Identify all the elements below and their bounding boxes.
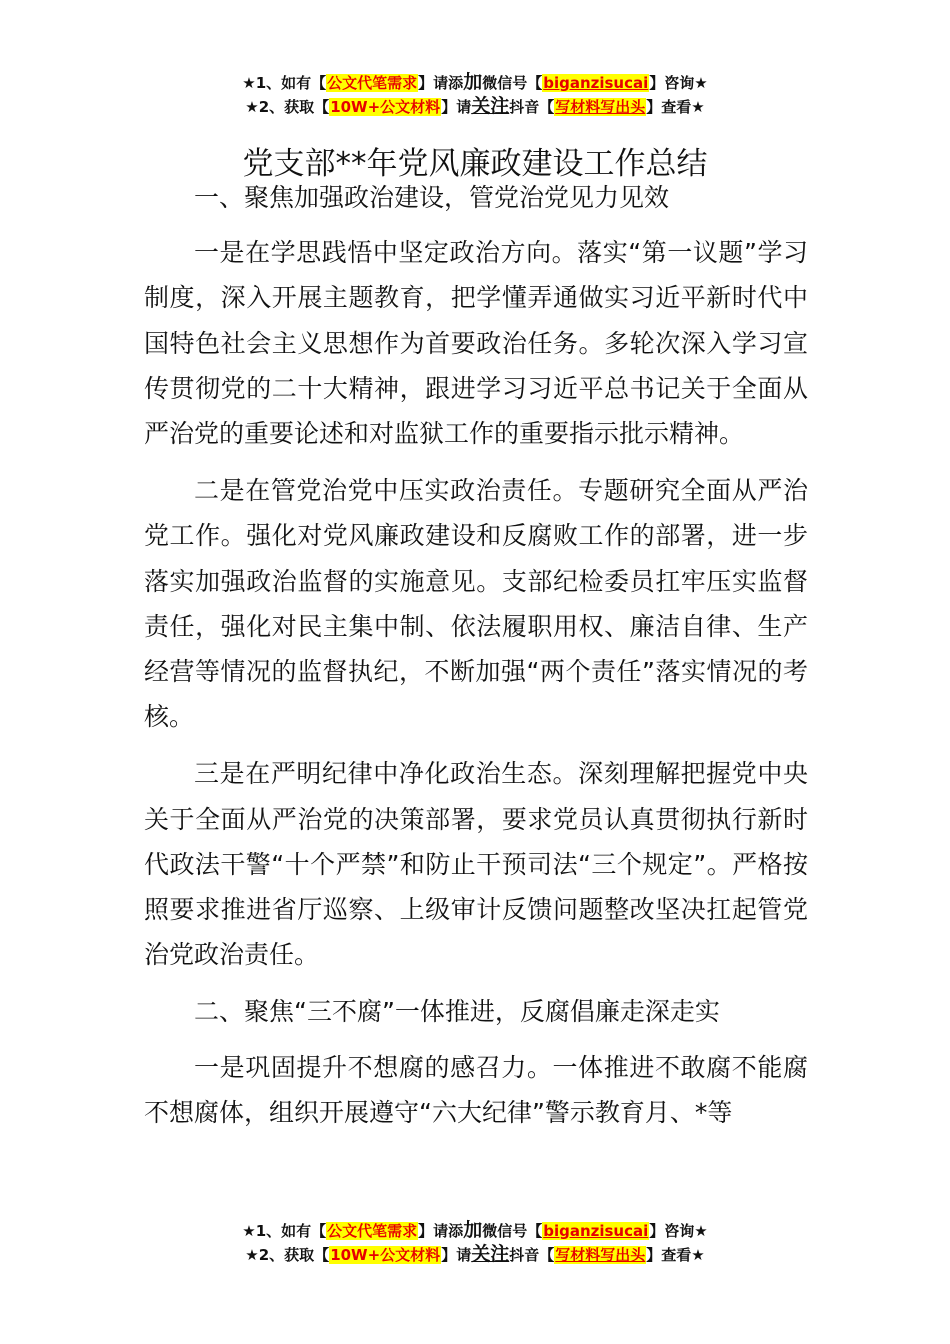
paragraph-2: 二是在管党治党中压实政治责任。专题研究全面从严治党工作。强化对党风廉政建设和反腐败工作的部署，进一步落实加强政治监督的实施意见。支部纪检委员扛牢压实监督责任，强化对民主集中制、依法履职用权、廉洁自律、生产经营等情况的监督执纪，不断加强“两个责任”落实情况的考核。	[144, 476, 808, 732]
document-body	[144, 175, 808, 1147]
banner-text: ★2、获取【	[245, 98, 330, 116]
banner-line-1	[0, 1218, 950, 1242]
banner-line-2	[0, 1242, 950, 1266]
banner-text: ★1、如有【	[242, 1222, 327, 1240]
highlight-materials: 10W+公文材料	[330, 98, 441, 116]
banner-text: 抖音【	[509, 1246, 555, 1264]
header-banner	[0, 70, 950, 118]
section-heading-1: 一、聚焦加强政治建设，管党治党见力见效	[194, 183, 670, 212]
section-heading-2: 二、聚焦“三不腐”一体推进，反腐倡廉走深走实	[194, 997, 720, 1027]
banner-text: 抖音【	[509, 98, 555, 116]
highlight-materials: 10W+公文材料	[330, 1246, 441, 1264]
highlight-service: 公文代笔需求	[327, 74, 418, 92]
banner-text: 加	[463, 1219, 483, 1241]
highlight-service: 公文代笔需求	[327, 1222, 418, 1240]
document-title: 党支部**年党风廉政建设工作总结	[242, 145, 708, 182]
paragraph-4: 一是巩固提升不想腐的感召力。一体推进不敢腐不能腐不想腐体，组织开展遵守“六大纪律”警示教育月、*等	[144, 1052, 808, 1127]
banner-line-2	[0, 94, 950, 118]
banner-text: 微信号【	[482, 1222, 543, 1240]
banner-text: 】查看★	[646, 1246, 705, 1264]
banner-text: 】请添	[418, 74, 464, 92]
douyin-account: 写材料写出头	[555, 1246, 646, 1264]
wechat-id: biganzisucai	[543, 1222, 649, 1240]
paragraph-1: 一是在学思践悟中坚定政治方向。落实“第一议题”学习制度，深入开展主题教育，把学懂弄通做实习近平新时代中国特色社会主义思想作为首要政治任务。多轮次深入学习宣传贯彻党的二十大精神，跟进学习习近平总书记关于全面从严治党的重要论述和对监狱工作的重要指示批示精神。	[144, 238, 808, 449]
footer-banner	[0, 1218, 950, 1266]
banner-text: 】请添	[418, 1222, 464, 1240]
paragraph-3: 三是在严明纪律中净化政治生态。深刻理解把握党中央关于全面从严治党的决策部署，要求党员认真贯彻执行新时代政法干警“十个严禁”和防止干预司法“三个规定”。严格按照要求推进省厅巡察、上级审计反馈问题整改坚决扛起管党治党政治责任。	[144, 759, 808, 970]
banner-text: 加	[463, 71, 483, 93]
banner-text: 微信号【	[482, 74, 543, 92]
banner-text: 】请	[441, 1246, 472, 1264]
banner-text: 】请	[441, 98, 472, 116]
banner-text: 】查看★	[646, 98, 705, 116]
banner-text: 关注	[471, 95, 510, 117]
banner-text: 】咨询★	[649, 1222, 708, 1240]
banner-text: 关注	[471, 1243, 510, 1265]
banner-text: ★2、获取【	[245, 1246, 330, 1264]
douyin-account: 写材料写出头	[555, 98, 646, 116]
wechat-id: biganzisucai	[543, 74, 649, 92]
banner-text: ★1、如有【	[242, 74, 327, 92]
banner-line-1	[0, 70, 950, 94]
banner-text: 】咨询★	[649, 74, 708, 92]
